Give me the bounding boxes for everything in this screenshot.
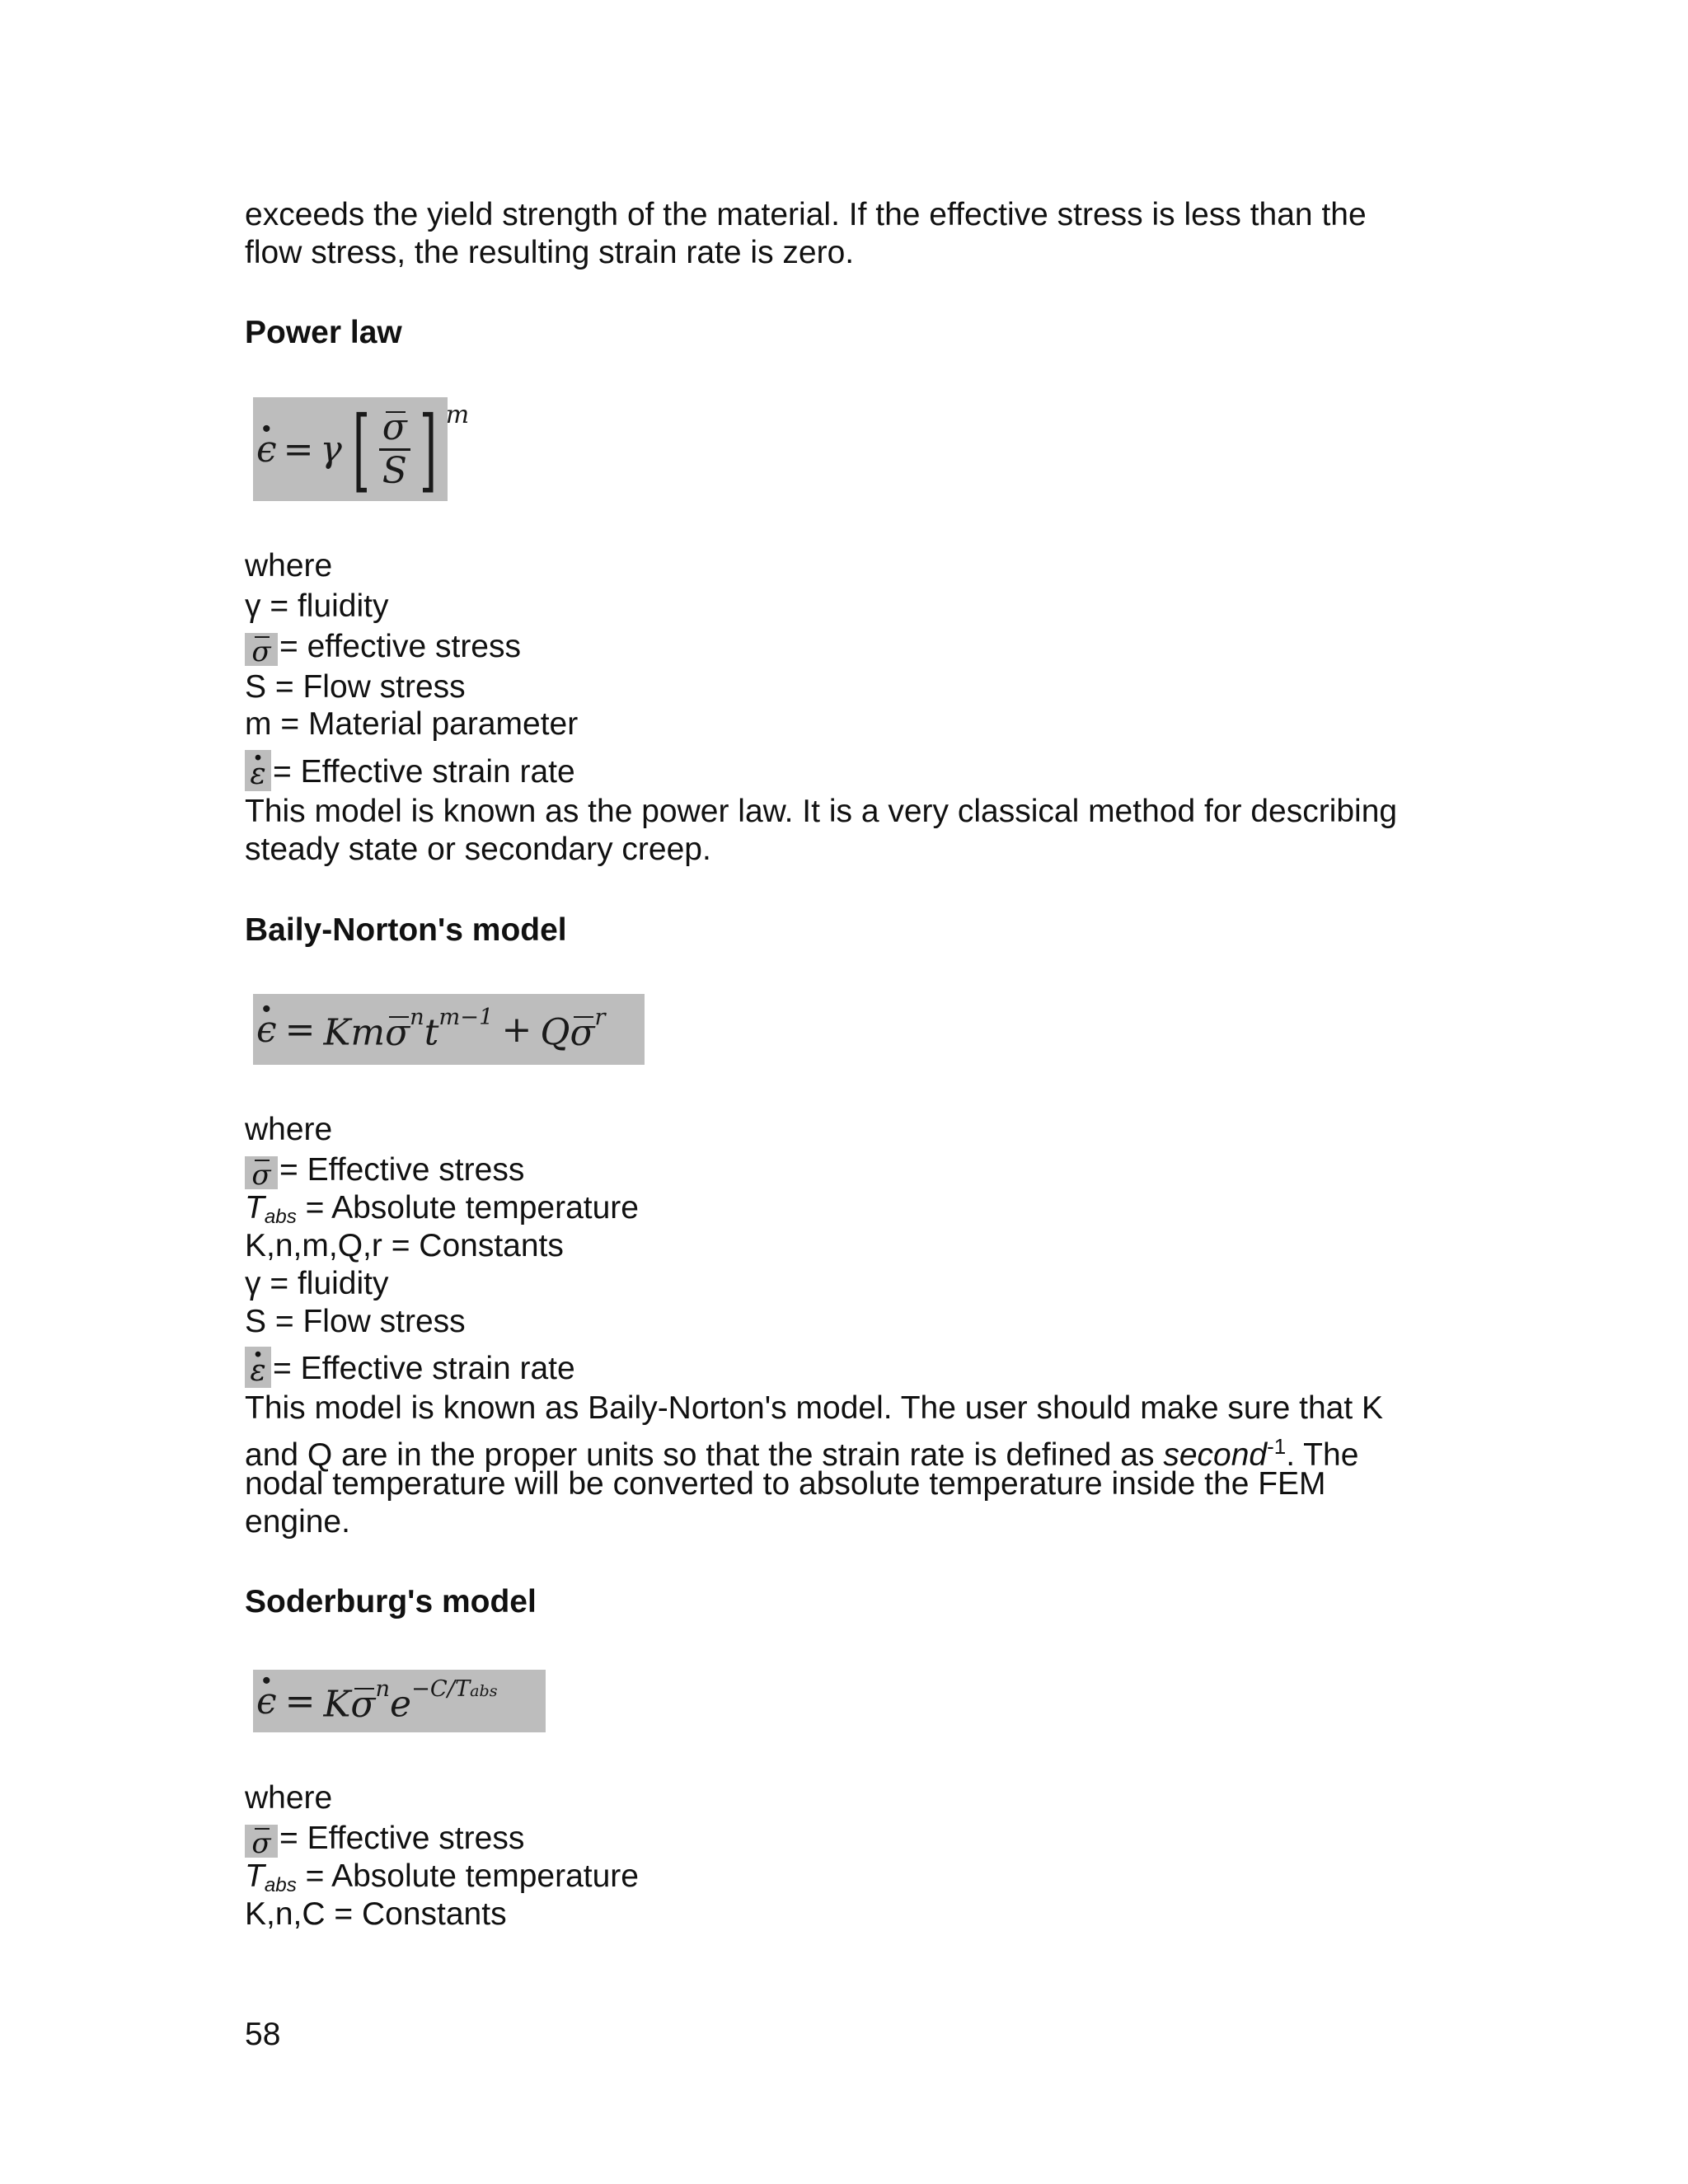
baily-norton-desc-1: This model is known as Baily-Norton's model. The user should make sure that K xyxy=(245,1390,1384,1426)
sigma-bar-symbol: σ xyxy=(245,633,278,666)
intro-line-1: exceeds the yield strength of the material. If the effective stress is less than the xyxy=(245,197,1367,232)
power-law-desc-2: steady state or secondary creep. xyxy=(245,832,711,867)
sigma-over-s-fraction: $\frac{\sigma}{S}$ xyxy=(379,407,410,492)
baily-norton-desc-3: nodal temperature will be converted to absolute temperature inside the FEM xyxy=(245,1466,1326,1502)
heading-power-law: Power law xyxy=(245,315,402,350)
power-law-desc-1: This model is known as the power law. It is a very classical method for describing xyxy=(245,794,1398,829)
soderburg-def-constants: K,n,C = Constants xyxy=(245,1896,507,1932)
soderburg-equation-image: · ϵ = $K\sigma^ne^{-C/Tabs}$ xyxy=(253,1670,546,1732)
page-number: 58 xyxy=(245,2017,281,2052)
epsilon-dot-symbol: · ε xyxy=(245,1347,271,1388)
soderburg-def-tabs: $T_{abs}$ = Absolute temperature xyxy=(245,1858,639,1897)
unit-second: second xyxy=(1163,1437,1268,1473)
epsilon-dot-symbol: · ε xyxy=(245,750,271,791)
heading-soderburg: Soderburg's model xyxy=(245,1584,537,1619)
baily-norton-desc-2: and Q are in the proper units so that the strain rate is defined as second$^{-1}$. The xyxy=(245,1434,1359,1473)
baily-norton-def-s: S = Flow stress xyxy=(245,1304,466,1339)
sigma-bar-symbol: σ xyxy=(245,1825,278,1858)
power-law-def-s: S = Flow stress xyxy=(245,669,466,705)
power-law-def-gamma: γ = fluidity xyxy=(245,588,389,624)
baily-norton-def-gamma: γ = fluidity xyxy=(245,1266,389,1301)
baily-norton-def-constants: K,n,m,Q,r = Constants xyxy=(245,1228,564,1263)
power-law-equation-image: · ϵ = γ [ $\frac{\sigma}{S}$ ] m xyxy=(253,397,448,501)
soderburg-def-sigma: σ = Effective stress xyxy=(245,1820,524,1858)
power-law-def-epsilon: · ε = Effective strain rate xyxy=(245,750,575,791)
epsilon-dot-symbol: · ϵ xyxy=(256,429,277,471)
soderburg-where: where xyxy=(245,1780,333,1816)
sigma-bar-symbol: σ xyxy=(245,1156,278,1189)
heading-baily-norton: Baily-Norton's model xyxy=(245,912,567,948)
baily-norton-def-tabs: $T_{abs}$ = Absolute temperature xyxy=(245,1190,639,1229)
power-law-def-sigma: σ = effective stress xyxy=(245,628,521,666)
baily-norton-desc-4: engine. xyxy=(245,1504,350,1540)
power-law-where: where xyxy=(245,548,333,583)
baily-norton-def-epsilon: · ε = Effective strain rate xyxy=(245,1347,575,1388)
baily-norton-equation-image: · ϵ = $Km\sigma^nt^{m-1}$ + $Q\sigma^r$ xyxy=(253,994,645,1065)
baily-norton-def-sigma: σ = Effective stress xyxy=(245,1151,524,1189)
intro-line-2: flow stress, the resulting strain rate is zero. xyxy=(245,235,855,270)
baily-norton-where: where xyxy=(245,1112,333,1147)
power-law-def-m: m = Material parameter xyxy=(245,706,579,742)
